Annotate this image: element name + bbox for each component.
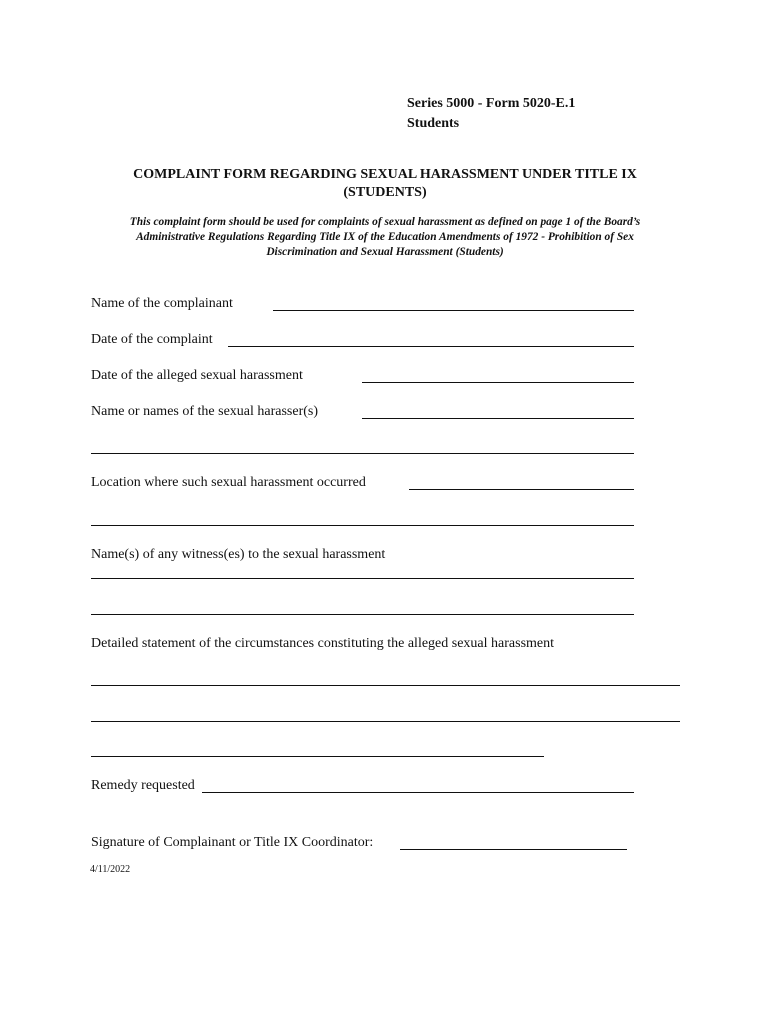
complaint-date-field[interactable] xyxy=(228,346,634,347)
witnesses-label: Name(s) of any witness(es) to the sexual harassment xyxy=(91,547,386,562)
form-instructions-line-1: This complaint form should be used for complaints of sexual harassment as defined on page 1 of the Board’s xyxy=(129,216,641,228)
harasser-names-field-continued[interactable] xyxy=(91,453,634,454)
location-field-continued[interactable] xyxy=(91,525,634,526)
form-header xyxy=(407,94,575,134)
form-instructions-line-2: Administrative Regulations Regarding Title IX of the Education Amendments of 1972 - Prohibition of Sex xyxy=(136,231,634,243)
section-label: Students xyxy=(407,116,460,131)
harassment-date-label: Date of the alleged sexual harassment xyxy=(91,368,303,383)
statement-field-line-1[interactable] xyxy=(91,685,680,686)
witnesses-field-continued[interactable] xyxy=(91,614,634,615)
complainant-name-field[interactable] xyxy=(273,310,634,311)
witnesses-field[interactable] xyxy=(91,578,634,579)
remedy-label: Remedy requested xyxy=(91,778,195,793)
form-instructions xyxy=(90,215,680,260)
series-label: Series 5000 - Form 5020-E.1 xyxy=(407,96,576,111)
harasser-names-field[interactable] xyxy=(362,418,634,419)
complainant-name-label: Name of the complainant xyxy=(91,296,233,311)
statement-label: Detailed statement of the circumstances constituting the alleged sexual harassment xyxy=(91,636,555,651)
location-field[interactable] xyxy=(409,489,634,490)
form-instructions-line-3: Discrimination and Sexual Harassment (Students) xyxy=(266,246,504,258)
form-title-line-2: (STUDENTS) xyxy=(343,185,427,200)
complaint-date-label: Date of the complaint xyxy=(91,332,213,347)
form-title-line-1: COMPLAINT FORM REGARDING SEXUAL HARASSMENT UNDER TITLE IX xyxy=(133,167,637,182)
harasser-names-label: Name or names of the sexual harasser(s) xyxy=(91,404,319,419)
remedy-field[interactable] xyxy=(202,792,634,793)
statement-field-line-2[interactable] xyxy=(91,721,680,722)
signature-label: Signature of Complainant or Title IX Coordinator: xyxy=(91,835,374,850)
signature-field[interactable] xyxy=(400,849,627,850)
revision-date: 4/11/2022 xyxy=(90,864,131,875)
form-title xyxy=(60,166,710,202)
location-label: Location where such sexual harassment occurred xyxy=(91,475,366,490)
harassment-date-field[interactable] xyxy=(362,382,634,383)
statement-field-line-3[interactable] xyxy=(91,756,544,757)
